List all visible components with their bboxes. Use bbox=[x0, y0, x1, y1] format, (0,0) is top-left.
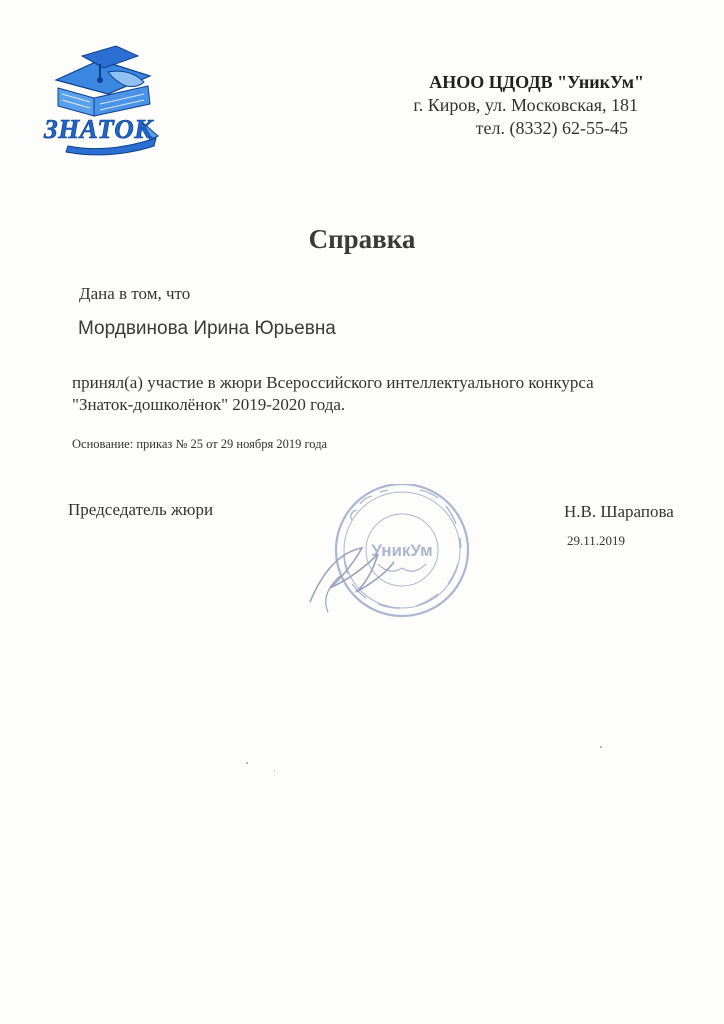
signature-date: 29.11.2019 bbox=[567, 533, 626, 548]
official-stamp-icon bbox=[290, 484, 470, 624]
organization-address: г. Киров, ул. Московская, 181 bbox=[413, 95, 638, 115]
given-line: Дана в том, что bbox=[79, 284, 191, 303]
document-title: Справка bbox=[308, 224, 416, 254]
stamp-text: УникУм bbox=[371, 541, 433, 560]
logo-word: ЗНАТОК bbox=[44, 114, 154, 144]
participation-line-2: "Знаток-дошколёнок" 2019-2020 года. bbox=[72, 395, 346, 414]
basis-line: Основание: приказ № 25 от 29 ноября 2019 года bbox=[72, 437, 328, 451]
participation-line-1: принял(а) участие в жюри Всероссийского интеллектуального конкурса bbox=[72, 373, 594, 392]
scan-speck bbox=[274, 770, 275, 771]
participation-text bbox=[72, 372, 594, 416]
organization-name: АНОО ЦДОДВ "УникУм" bbox=[429, 72, 644, 92]
organization-header bbox=[413, 72, 644, 139]
person-name: Мордвинова Ирина Юрьевна bbox=[78, 318, 336, 339]
znatok-logo bbox=[38, 42, 168, 160]
signer-name: Н.В. Шарапова bbox=[564, 502, 674, 521]
scan-speck bbox=[246, 762, 248, 764]
organization-phone: тел. (8332) 62-55-45 bbox=[475, 118, 628, 138]
scan-speck bbox=[600, 746, 602, 748]
signer-role: Председатель жюри bbox=[68, 500, 214, 519]
